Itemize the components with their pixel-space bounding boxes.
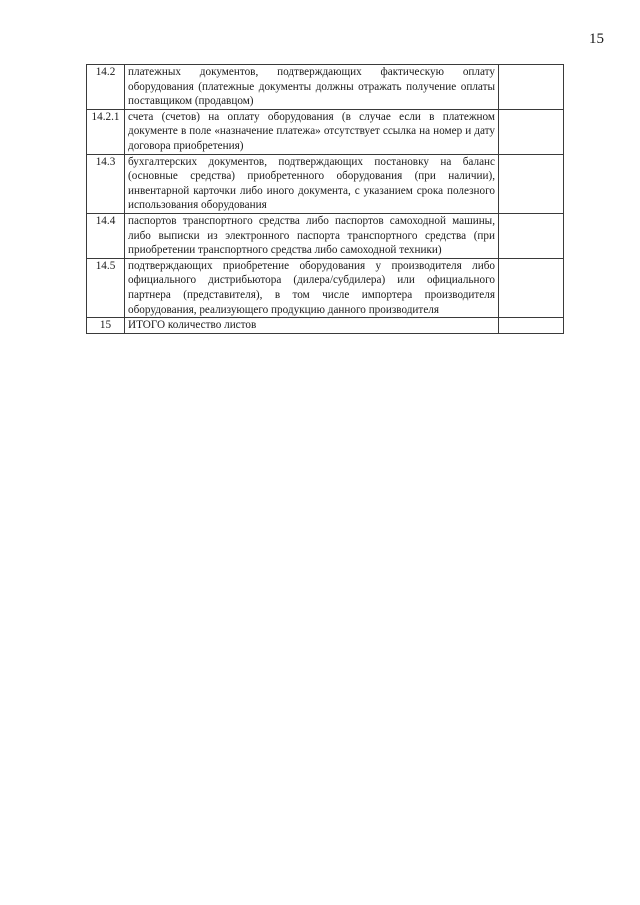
table-row — [87, 154, 564, 213]
row-number: 15 — [87, 318, 125, 334]
row-value-cell — [499, 213, 564, 258]
row-number: 14.5 — [87, 258, 125, 317]
table-row — [87, 318, 564, 334]
row-number: 14.3 — [87, 154, 125, 213]
row-description: бухгалтерских документов, подтверждающих постановку на баланс (основные средства) приобретенного оборудования (при наличии), инвентарной карточки либо иного документа, с указанием срока полезного использования оборудования — [125, 154, 499, 213]
row-value-cell — [499, 154, 564, 213]
page-number: 15 — [589, 31, 604, 47]
row-description: паспортов транспортного средства либо паспортов самоходной машины, либо выписки из электронного паспорта транспортного средства (при приобретении транспортного средства либо самоходной техники) — [125, 213, 499, 258]
row-value-cell — [499, 65, 564, 110]
row-value-cell — [499, 318, 564, 334]
row-value-cell — [499, 109, 564, 154]
row-description: платежных документов, подтверждающих фактическую оплату оборудования (платежные документы должны отражать получение оплаты поставщиком (продавцом) — [125, 65, 499, 110]
row-description: ИТОГО количество листов — [125, 318, 499, 334]
row-number: 14.2.1 — [87, 109, 125, 154]
row-number: 14.4 — [87, 213, 125, 258]
row-description: счета (счетов) на оплату оборудования (в случае если в платежном документе в поле «назначение платежа» отсутствует ссылка на номер и дату договора приобретения) — [125, 109, 499, 154]
table-row — [87, 213, 564, 258]
row-description: подтверждающих приобретение оборудования у производителя либо официального дистрибьютора (дилера/субдилера) или официального партнера (представителя), в том числе импортера производителя оборудования, реализующего продукцию данного производителя — [125, 258, 499, 317]
document-table — [86, 64, 564, 334]
table-row — [87, 65, 564, 110]
table-row — [87, 258, 564, 317]
row-number: 14.2 — [87, 65, 125, 110]
table-row — [87, 109, 564, 154]
row-value-cell — [499, 258, 564, 317]
